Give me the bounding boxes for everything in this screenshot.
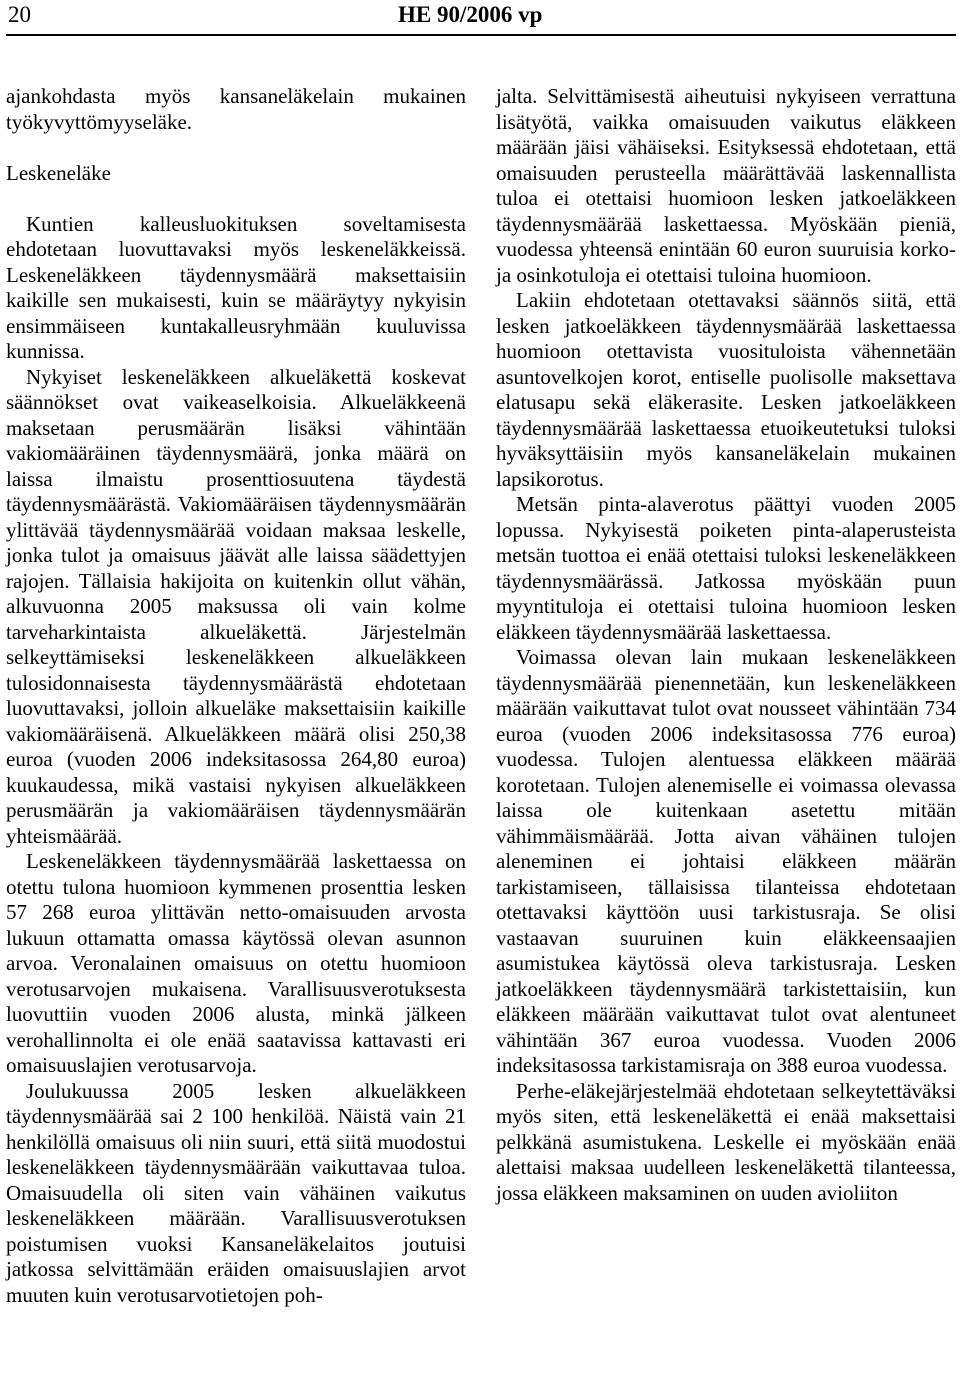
header-rule <box>6 34 956 36</box>
right-column <box>496 84 956 1206</box>
intro-paragraph: ajankohdasta myös kansaneläkelain mukainen työkyvyttömyyseläke. <box>6 84 466 134</box>
paragraph: Metsän pinta-alaverotus päättyi vuoden 2005 lopussa. Nykyisestä poiketen pinta-alaperusteista metsän tuottoa ei enää otettaisi tuloksi leskeneläkkeen täydennysmäärässä. Jatkossa myöskään puun myyntituloja ei otettaisi tuloina huomioon lesken eläkkeen täydennysmäärää laskettaessa. <box>496 492 956 644</box>
paragraph: Joulukuussa 2005 lesken alkueläkkeen täydennysmäärää sai 2 100 henkilöä. Näistä vain 21 henkilöllä omaisuus oli niin suuri, että siitä muodostui leskeneläkkeen täydennysmäärään vaikuttavaa tuloa. Omaisuudella oli siten vain vähäinen vaikutus leskeneläkkeen määrään. Varallisuusverotuksen poistumisen vuoksi Kansaneläkelaitos joutuisi jatkossa selvittämään eräiden omaisuuslajien arvot muuten kuin verotusarvotietojen poh- <box>6 1078 466 1307</box>
paragraph: jalta. Selvittämisestä aiheutuisi nykyiseen verrattuna lisätyötä, vaikka omaisuuden vaikutus eläkkeen määrään jäisi vähäiseksi. Esityksessä ehdotetaan, että omaisuuden perusteella määrättävää laskennallista tuloa ei otettaisi huomioon lesken jatkoeläkkeen täydennysmäärää laskettaessa. Myöskään pieniä, vuodessa yhteensä enintään 60 euron suuruisia korko- ja osinkotuloja ei otettaisi tuloina huomioon. <box>496 84 956 287</box>
paragraph: Kuntien kalleusluokituksen soveltamisesta ehdotetaan luovuttavaksi myös leskeneläkkeissä. Leskeneläkkeen täydennysmäärä maksettaisiin kaikille sen mukaisesti, kuin se määräytyy nykyisin ensimmäiseen kuntakalleusryhmään kuuluvissa kunnissa. <box>6 211 466 363</box>
section-heading: Leskeneläke <box>6 160 111 185</box>
paragraph: Perhe-eläkejärjestelmää ehdotetaan selkeytettäväksi myös siten, että leskeneläkettä ei enää maksettaisi pelkkänä asumistukena. Leskelle ei myöskään enää alettaisi maksaa uudelleen leskeneläkettä tilanteessa, jossa eläkkeen maksaminen on uuden avioliiton <box>496 1078 956 1205</box>
left-column <box>6 84 466 1308</box>
page-header <box>0 0 960 40</box>
document-id: HE 90/2006 vp <box>398 2 543 27</box>
paragraph: Voimassa olevan lain mukaan leskeneläkkeen täydennysmäärää pienennetään, kun leskeneläkkeen määrään vaikuttavat tulot ovat nousseet vähintään 734 euroa (vuoden 2006 indeksitasossa 776 euroa) vuodessa. Tulojen alentuessa eläkkeen määrää korotetaan. Tulojen alenemiselle ei voimassa olevassa laissa ole kuitenkaan asetettu mitään vähimmäismäärää. Jotta aivan vähäinen tulojen aleneminen ei johtaisi eläkkeen määrän tarkistamiseen, tällaisissa tilanteissa ehdotetaan otettavaksi käyttöön uusi tarkistusraja. Se olisi vastaavan suuruinen kuin eläkkeensaajien asumistukea käytössä oleva tarkistusraja. Lesken jatkoeläkkeen täydennysmäärä tarkistettaisiin, kun eläkkeen määrään vaikuttavat tulot ovat alentuneet vähintään 367 euroa vuodessa. Vuoden 2006 indeksitasossa tarkistamisraja on 388 euroa vuodessa. <box>496 645 956 1077</box>
paragraph: Lakiin ehdotetaan otettavaksi säännös siitä, että lesken jatkoeläkkeen täydennysmäärää laskettaessa huomioon otettavista vuosituloista vähennetään asuntovelkojen korot, entiselle puolisolle maksettava elatusapu sekä eläkerasite. Lesken jatkoeläkkeen täydennysmäärää laskettaessa etuoikeutetuksi tuloksi hyväksyttäisiin myös kansaneläkelain mukainen lapsikorotus. <box>496 288 956 491</box>
page-number: 20 <box>8 2 31 27</box>
paragraph: Nykyiset leskeneläkkeen alkueläkettä koskevat säännökset ovat vaikeaselkoisia. Alkueläkkeenä maksetaan perusmäärän lisäksi vähintään vakiomääräinen täydennysmäärä, jonka määrä on laissa ilmaistu prosenttiosuutena täydestä täydennysmäärästä. Vakiomääräisen täydennysmäärän ylittävää täydennysmäärää voidaan maksaa leskelle, jonka tulot ja omaisuus jäävät alle laissa säädettyjen rajojen. Tällaisia hakijoita on kuitenkin ollut vähän, alkuvuonna 2005 maksussa oli vain kolme tarveharkintaista alkueläkettä. Järjestelmän selkeyttämiseksi leskeneläkkeen alkueläkkeen tulosidonnaisesta täydennysmäärästä ehdotetaan luovuttavaksi, jolloin alkueläke maksettaisiin kaikille vakiomääräisenä. Alkueläkkeen määrä olisi 250,38 euroa (vuoden 2006 indeksitasossa 264,80 euroa) kuukaudessa, mikä vastaisi nykyisen alkueläkkeen perusmäärän ja vakiomääräisen täydennysmäärän yhteismäärää. <box>6 364 466 848</box>
paragraph: Leskeneläkkeen täydennysmäärää laskettaessa on otettu tulona huomioon kymmenen prosenttia lesken 57 268 euroa ylittävän netto-omaisuuden arvosta lukuun ottamatta omassa käytössä olevan asunnon arvoa. Veronalainen omaisuus on otettu huomioon verotusarvojen mukaisena. Varallisuusverotuksesta luovuttiin vuoden 2006 alusta, minkä jälkeen verohallinnolta ei ole enää saatavissa kattavasti eri omaisuuslajien verotusarvoja. <box>6 849 466 1077</box>
